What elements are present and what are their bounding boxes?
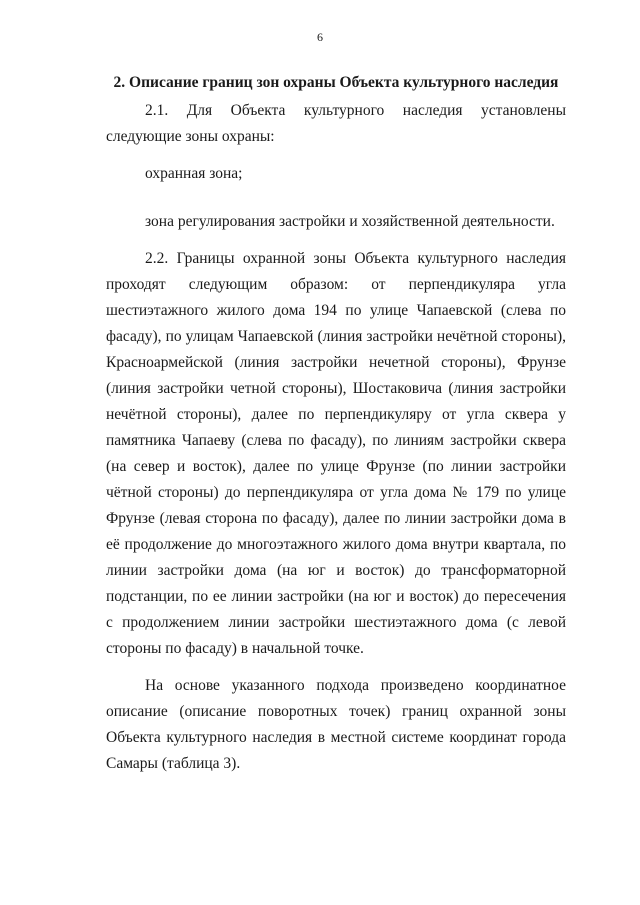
document-body	[106, 68, 566, 777]
section-title: 2. Описание границ зон охраны Объекта культурного наследия	[113, 74, 559, 91]
paragraph-2-1: 2.1. Для Объекта культурного наследия установлены следующие зоны охраны:	[106, 102, 566, 145]
paragraph-coordinates: На основе указанного подхода произведено координатное описание (описание поворотных точек) границ охранной зоны Объекта культурного наследия в местной системе координат города Самары (таблица 3).	[106, 677, 566, 772]
paragraph-2-2: 2.2. Границы охранной зоны Объекта культурного наследия проходят следующим образом: от перпендикуляра угла шестиэтажного жилого дома 194 по улице Чапаевской (слева по фасаду), по улицам Чапаевской (линия застройки нечётной стороны), Красноармейской (линия застройки нечетной стороны), Фрунзе (линия застройки четной стороны), Шостаковича (линия застройки нечётной стороны), далее по перпендикуляру от угла сквера у памятника Чапаеву (слева по фасаду), по линиям застройки сквера (на север и восток), далее по улице Фрунзе (по линии застройки чётной стороны) до перпендикуляра от угла дома № 179 по улице Фрунзе (левая сторона по фасаду), далее по линии застройки дома в её продолжение до многоэтажного жилого дома внутри квартала, по линии застройки дома (на юг и восток) до трансформаторной подстанции, по ее линии застройки (на юг и восток) до пересечения с продолжением линии застройки шестиэтажного дома (с левой стороны по фасаду) в начальной точке.	[106, 250, 566, 657]
list-item-protected-zone: охранная зона;	[145, 165, 243, 182]
list-item-regulation-zone: зона регулирования застройки и хозяйственной деятельности.	[145, 213, 555, 230]
page-number: 6	[317, 30, 323, 44]
